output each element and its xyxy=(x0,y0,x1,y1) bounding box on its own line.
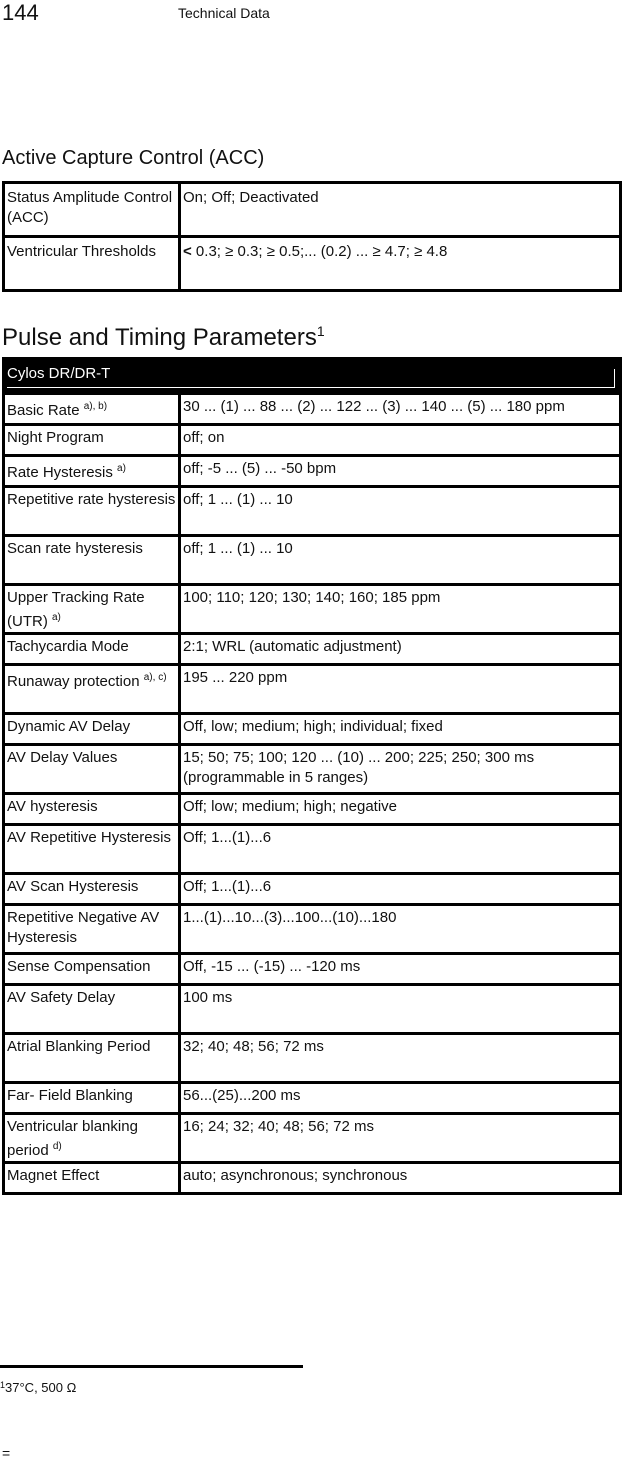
param-cell: Sense Compensation xyxy=(4,954,180,985)
value-text: 0.3; ≥ 0.3; ≥ 0.5;... (0.2) ... ≥ 4.7; ≥ 4.8 xyxy=(191,243,448,260)
param-cell: Repetitive rate hysteresis xyxy=(4,487,180,536)
value-cell: 100 ms xyxy=(180,985,621,1034)
acc-table xyxy=(2,181,622,292)
param-name: Rate Hysteresis xyxy=(7,464,113,481)
pulse-timing-table xyxy=(2,357,622,1195)
param-name: Ventricular blanking period xyxy=(7,1118,138,1159)
param-cell: AV Repetitive Hysteresis xyxy=(4,825,180,874)
footnote xyxy=(0,1376,76,1397)
value-cell: Off; 1...(1)...6 xyxy=(180,825,621,874)
value-cell: Off, -15 ... (-15) ... -120 ms xyxy=(180,954,621,985)
table-row xyxy=(4,1114,621,1163)
param-cell: Scan rate hysteresis xyxy=(4,536,180,585)
param-cell: AV hysteresis xyxy=(4,794,180,825)
table-row xyxy=(4,394,621,425)
value-cell: 1...(1)...10...(3)...100...(10)...180 xyxy=(180,905,621,954)
value-cell: 195 ... 220 ppm xyxy=(180,665,621,714)
table-row xyxy=(4,456,621,487)
value-cell: off; 1 ... (1) ... 10 xyxy=(180,487,621,536)
table-row xyxy=(4,536,621,585)
value-cell: 16; 24; 32; 40; 48; 56; 72 ms xyxy=(180,1114,621,1163)
footnote-text: 37°C, 500 Ω xyxy=(5,1380,77,1395)
page-number: 144 xyxy=(2,0,39,25)
table-row xyxy=(4,1163,621,1194)
param-cell: Ventricular Thresholds xyxy=(4,237,180,291)
acc-section-title: Active Capture Control (ACC) xyxy=(2,147,265,169)
param-cell: AV Safety Delay xyxy=(4,985,180,1034)
param-cell: Tachycardia Mode xyxy=(4,634,180,665)
value-cell: 32; 40; 48; 56; 72 ms xyxy=(180,1034,621,1083)
param-cell: Atrial Blanking Period xyxy=(4,1034,180,1083)
value-cell xyxy=(180,237,621,291)
page-mark: = xyxy=(2,1445,11,1461)
param-cell: Dynamic AV Delay xyxy=(4,714,180,745)
pulse-title-text: Pulse and Timing Parameters xyxy=(2,324,317,351)
param-cell xyxy=(4,1114,180,1163)
param-cell xyxy=(4,394,180,425)
param-cell: Far- Field Blanking xyxy=(4,1083,180,1114)
table-row xyxy=(4,905,621,954)
param-cell xyxy=(4,665,180,714)
param-cell xyxy=(4,585,180,634)
table-row xyxy=(4,634,621,665)
footnote-divider xyxy=(0,1365,303,1368)
value-cell: Off; 1...(1)...6 xyxy=(180,874,621,905)
value-cell: On; Off; Deactivated xyxy=(180,183,621,237)
value-cell: Off; low; medium; high; negative xyxy=(180,794,621,825)
table-row xyxy=(4,985,621,1034)
value-cell: off; -5 ... (5) ... -50 bpm xyxy=(180,456,621,487)
table-row xyxy=(4,745,621,794)
param-cell: Status Amplitude Control (ACC) xyxy=(4,183,180,237)
table-header-row xyxy=(4,359,621,394)
table-row xyxy=(4,874,621,905)
table-row xyxy=(4,954,621,985)
table-row xyxy=(4,1034,621,1083)
param-cell: Repetitive Negative AV Hysteresis xyxy=(4,905,180,954)
value-cell: 2:1; WRL (automatic adjustment) xyxy=(180,634,621,665)
pulse-section-title xyxy=(2,316,325,353)
value-cell: 30 ... (1) ... 88 ... (2) ... 122 ... (3) ... 140 ... (5) ... 180 ppm xyxy=(180,394,621,425)
value-cell: 56...(25)...200 ms xyxy=(180,1083,621,1114)
param-cell: AV Scan Hysteresis xyxy=(4,874,180,905)
table-header-cell xyxy=(4,359,621,394)
footnote-ref: 1 xyxy=(316,323,325,339)
table-row xyxy=(4,585,621,634)
table-row xyxy=(4,825,621,874)
param-cell: Magnet Effect xyxy=(4,1163,180,1194)
note-ref: d) xyxy=(52,1141,62,1152)
note-ref: a), b) xyxy=(83,401,108,412)
param-name: Runaway protection xyxy=(7,673,140,690)
device-name: Cylos DR/DR-T xyxy=(7,365,111,382)
param-cell: Night Program xyxy=(4,425,180,456)
value-cell: Off, low; medium; high; individual; fixed xyxy=(180,714,621,745)
table-row xyxy=(4,487,621,536)
note-ref: a) xyxy=(117,463,126,474)
less-than-sign: < xyxy=(183,243,192,260)
footnote-mark: 1 xyxy=(0,1380,6,1390)
note-ref: a) xyxy=(52,612,61,623)
param-name: Upper Tracking Rate (UTR) xyxy=(7,589,145,630)
param-name: Basic Rate xyxy=(7,402,80,419)
table-row xyxy=(4,237,621,291)
table-row xyxy=(4,183,621,237)
value-cell: auto; asynchronous; synchronous xyxy=(180,1163,621,1194)
value-cell: 15; 50; 75; 100; 120 ... (10) ... 200; 225; 250; 300 ms (programmable in 5 ranges) xyxy=(180,745,621,794)
param-cell: AV Delay Values xyxy=(4,745,180,794)
table-row xyxy=(4,714,621,745)
table-row xyxy=(4,665,621,714)
header-rule xyxy=(7,369,615,388)
value-cell: 100; 110; 120; 130; 140; 160; 185 ppm xyxy=(180,585,621,634)
note-ref: a), c) xyxy=(143,672,167,683)
table-row xyxy=(4,794,621,825)
table-row xyxy=(4,1083,621,1114)
running-title: Technical Data xyxy=(178,5,270,21)
table-row xyxy=(4,425,621,456)
param-cell xyxy=(4,456,180,487)
value-cell: off; on xyxy=(180,425,621,456)
value-cell: off; 1 ... (1) ... 10 xyxy=(180,536,621,585)
